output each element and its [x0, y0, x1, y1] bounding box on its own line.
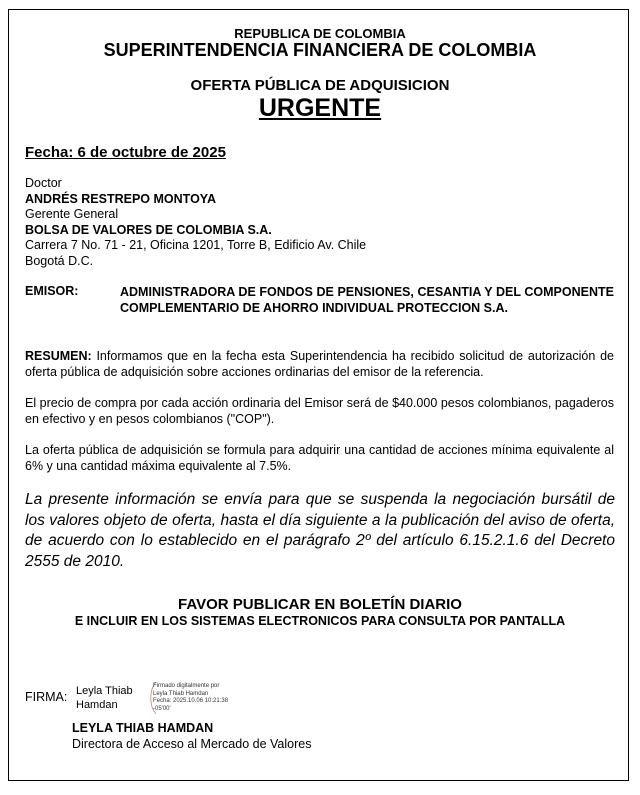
quantity-paragraph: La oferta pública de adquisición se formula para adquirir una cantidad de acciones mínima equivalente al 6% y una cantidad máxima equivalente al 7.5%.: [25, 443, 614, 473]
recipient-block: [25, 176, 366, 269]
recipient-salutation: Doctor: [25, 176, 62, 190]
suspension-notice: La presente información se envía para que se suspenda la negociación bursátil de los valores objeto de oferta, hasta el día siguiente a la publicación del aviso de oferta, de acuerdo con lo establecido en el parágrafo 2º del artículo 6.15.2.1.6 del Decreto 2555 de 2010.: [25, 491, 615, 570]
signature-line-1: Leyla Thiab: [76, 685, 133, 697]
digital-signature-name: [76, 684, 133, 712]
publish-heading: FAVOR PUBLICAR EN BOLETÍN DIARIO: [178, 596, 462, 613]
subject-heading: OFERTA PÚBLICA DE ADQUISICION: [190, 77, 450, 94]
publish-subheading: E INCLUIR EN LOS SISTEMAS ELECTRONICOS PARA CONSULTA POR PANTALLA: [74, 614, 566, 628]
recipient-role: Gerente General: [25, 207, 119, 221]
emisor-text: ADMINISTRADORA DE FONDOS DE PENSIONES, CESANTIA Y DEL COMPONENTE COMPLEMENTARIO DE AHORRO INDIVIDUAL PROTECCION S.A.: [120, 285, 614, 315]
resumen-text: Informamos que en la fecha esta Superintendencia ha recibido solicitud de autorización de oferta pública de adquisición sobre acciones ordinarias del emisor de la referencia.: [25, 349, 614, 379]
resumen-paragraph: [25, 348, 614, 380]
signer-name: LEYLA THIAB HAMDAN: [72, 721, 214, 735]
country-heading: REPUBLICA DE COLOMBIA: [234, 26, 406, 41]
recipient-city: Bogotá D.C.: [25, 253, 94, 268]
signer-title: Directora de Acceso al Mercado de Valores: [72, 737, 312, 751]
stamp-line-1: Firmado digitalmente por: [153, 683, 220, 689]
document-date: Fecha: 6 de octubre de 2025: [25, 144, 226, 161]
recipient-company: BOLSA DE VALORES DE COLOMBIA S.A.: [25, 222, 272, 237]
emisor-label: EMISOR:: [25, 284, 79, 298]
entity-heading: SUPERINTENDENCIA FINANCIERA DE COLOMBIA: [103, 40, 537, 60]
stamp-line-3: Fecha: 2025.10.06 10:21:38: [153, 698, 229, 704]
priority-heading: URGENTE: [258, 94, 382, 122]
digital-signature-stamp: [153, 683, 228, 713]
resumen-label: RESUMEN:: [25, 349, 92, 363]
recipient-address: Carrera 7 No. 71 - 21, Oficina 1201, Torre B, Edificio Av. Chile: [25, 238, 367, 252]
stamp-line-4: -05'00': [153, 705, 171, 712]
stamp-line-2: Leyla Thiab Hamdan: [153, 690, 209, 697]
price-paragraph: El precio de compra por cada acción ordinaria del Emisor será de $40.000 pesos colombianos, pagaderos en efectivo y en pesos colombianos ("COP").: [25, 396, 614, 426]
recipient-name: ANDRÉS RESTREPO MONTOYA: [25, 191, 217, 206]
signature-label: FIRMA:: [25, 690, 68, 704]
signature-line-2: Hamdan: [76, 699, 118, 711]
